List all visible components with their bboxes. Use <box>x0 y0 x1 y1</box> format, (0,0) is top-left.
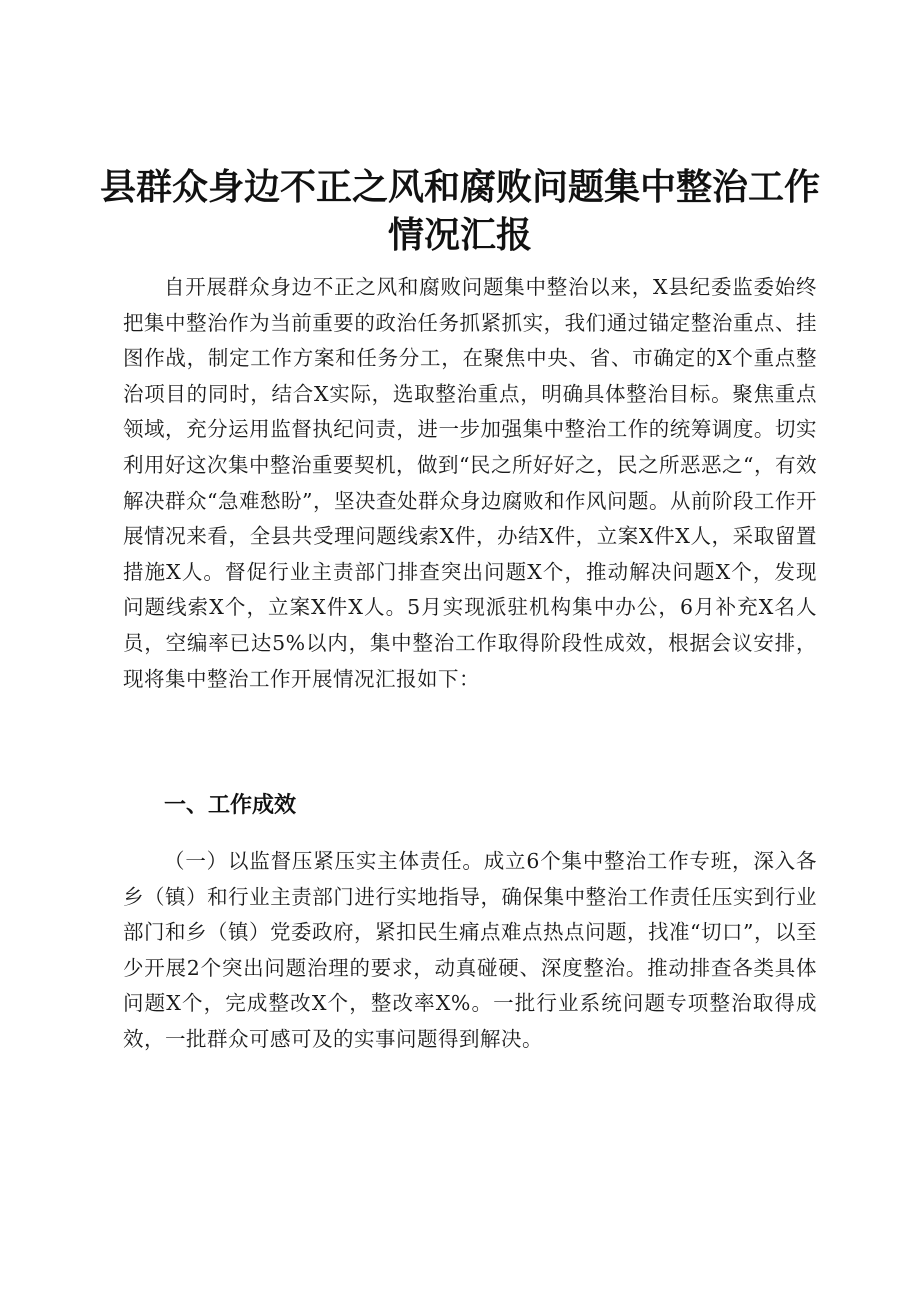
document-title-line-1: 县群众身边不正之风和腐败问题集中整治工作 <box>100 167 821 208</box>
intro-paragraph: 自开展群众身边不正之风和腐败问题集中整治以来，X县纪委监委始终把集中整治作为当前重要的政治任务抓紧抓实，我们通过锚定整治重点、挂图作战，制定工作方案和任务分工，在聚焦中央、省、市确定的X个重点整治项目的同时，结合X实际，选取整治重点，明确具体整治目标。聚焦重点领域，充分运用监督执纪问责，进一步加强集中整治工作的统筹调度。切实利用好这次集中整治重要契机，做到“民之所好好之，民之所恶恶之“，有效解决群众“急难愁盼”，坚决查处群众身边腐败和作风问题。从前阶段工作开展情况来看，全县共受理问题线索X件，办结X件，立案X件X人，采取留置措施X人。督促行业主责部门排查突出问题X个，推动解决问题X个，发现问题线索X个，立案X件X人。5月实现派驻机构集中办公，6月补充X名人员，空编率已达5%以内，集中整治工作取得阶段性成效，根据会议安排，现将集中整治工作开展情况汇报如下： <box>123 275 817 691</box>
section-heading-work-results: 一、工作成效 <box>164 793 297 818</box>
document-title-line-2: 情况汇报 <box>387 215 532 256</box>
section1-item1-paragraph: （一）以监督压紧压实主体责任。成立6个集中整治工作专班，深入各乡（镇）和行业主责部门进行实地指导，确保集中整治工作责任压实到行业部门和乡（镇）党委政府，紧扣民生痛点难点热点问题，找准“切口”，以至少开展2个突出问题治理的要求，动真碰硬、深度整治。推动排查各类具体问题X个，完成整改X个，整改率X%。一批行业系统问题专项整治取得成效，一批群众可感可及的实事问题得到解决。 <box>123 849 817 1051</box>
